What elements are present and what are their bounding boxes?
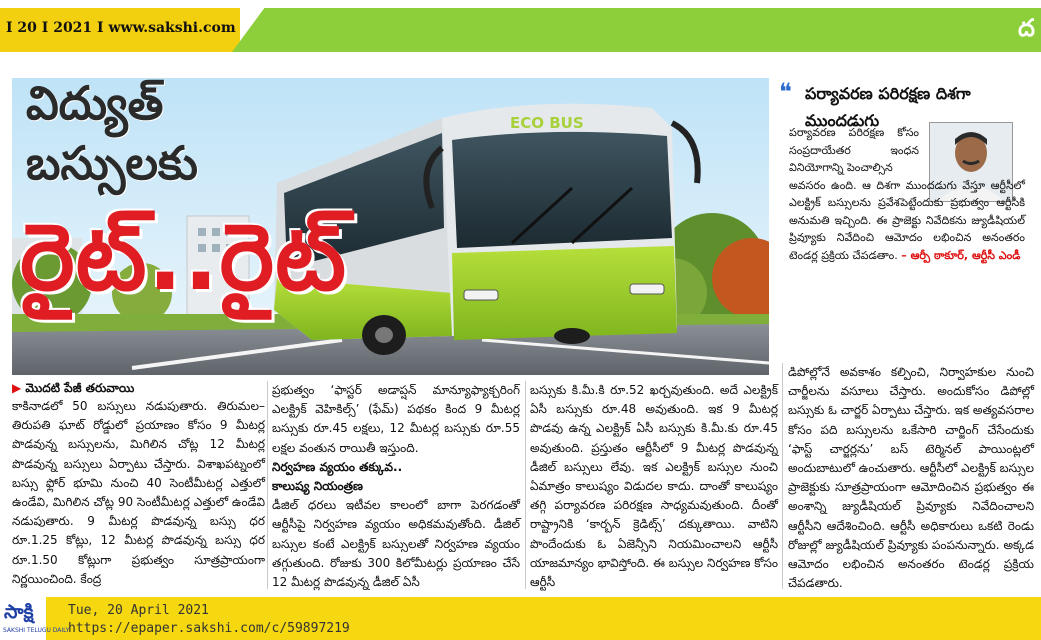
sidebar-body-wrap: పర్యావరణ పరిరక్షణ కోసం సంప్రదాయేతర ఇంధన వినియోగాన్ని పెంచాల్సిన	[789, 126, 919, 174]
masthead-green-band	[232, 8, 1041, 52]
subheading-1: నిర్వహణ వ్యయం తక్కువ..	[272, 459, 403, 474]
continued-arrow-icon: ▶	[12, 381, 22, 395]
masthead-strip	[0, 0, 1041, 56]
sakshi-logo	[0, 597, 70, 640]
page-meta: I 20 I 2021 I www.sakshi.com	[6, 20, 236, 36]
column-divider	[267, 381, 268, 589]
column-2-paragraph-1: ప్రభుత్వం ‘ఫాస్టర్ అడాప్షన్ మాన్యూఫ్యాక్చరింగ్ ఎలక్ట్రిక్ వెహికిల్స్’ (ఫేమ్) పథకం కింద 9 మీటర్ల బస్సుకు రూ.45 లక్షలు, 12 మీటర్ల బస్సుకు రూ.55 లక్షల వంతున రాయితీ ఇస్తుంది.	[272, 383, 520, 455]
section-glyph: ద	[1018, 14, 1035, 42]
headline-main: రైట్..రైట్	[20, 204, 348, 311]
headline-line-2: బస్సులకు	[26, 136, 198, 190]
article-column-3: బస్సుకు కి.మీ.కి రూ.52 ఖర్చవుతుంది. అదే ఎలక్ట్రిక్ ఏసీ బస్సుకు రూ.48 అవుతుంది. ఇక 9 మీటర్ల పొడవు ఉన్న ఎలక్ట్రిక్ ఏసీ బస్సుకు కి.మీ.కు రూ.45 అవుతుంది. ప్రస్తుతం ఆర్టీసీలో 9 మీటర్ల పొడవున్న డీజిల్ బస్సులు లేవు. ఇక ఎలక్ట్రిక్ బస్సుల నుంచి ఏమాత్రం కాలుష్యం విడుదల కాదు. దాంతో కాలుష్యం తగ్గి పర్యావరణ పరిరక్షణ సాధ్యమవుతుంది. దీంతో రాష్ట్రానికి ‘కార్బన్ క్రెడిట్స్’ దక్కుతాయి. వాటిని పొందేందుకు ఓ ఏజెన్సీని నియమించాలని ఆర్టీసీ యాజమాన్యం భావిస్తోంది. ఈ బస్సుల నిర్వహణ కోసం ఆర్టీసీ	[530, 383, 778, 590]
footer-date: Tue, 20 April 2021	[68, 603, 209, 618]
article-column-4: డిపోల్లోనే అవకాశం కల్పించి, నిర్వాహకుల నుంచి చార్జీలను వసూలు చేస్తారు. అందుకోసం డిపోల్లో బస్సుకు ఓ చార్జర్ ఏర్పాటు చేస్తారు. ఇక అత్యవసరాల కోసం పది బస్సులను ఒకేసారి చార్జింగ్ చేసేందుకు ‘ఫాస్ట్ చార్జర్లను’ బస్ టెర్మినల్ పాయింట్లలో అందుబాటులో ఉంచుతారు. ఆర్టీసీలో ఎలక్ట్రిక్ బస్సుల ప్రాజెక్టుకు సూత్రప్రాయంగా ఆమోదించిన ప్రభుత్వం ఈ అంశాన్ని జ్యుడీషియల్ ప్రివ్యూకు నివేదించాలని ఆర్టీసీని ఆదేశించింది. ఆర్టీసీ అధికారులు ఒకటి రెండు రోజుల్లో జ్యుడీషియల్ ప్రివ్యూకు పంపనున్నారు. అక్కడ ఆమోదం లభించిన అనంతరం టెండర్ల ప్రక్రియ చేపడతారు.	[788, 365, 1034, 591]
column-divider	[782, 363, 783, 589]
sidebar-title: పర్యావరణ పరిరక్షణ దిశగా ముందడుగు	[805, 84, 971, 130]
logo-wordmark: సాక్షి	[4, 601, 34, 623]
footer-url[interactable]: https://epaper.sakshi.com/c/59897219	[68, 621, 350, 636]
column-2-paragraph-2: డీజిల్ ధరలు ఇటీవల కాలంలో బాగా పెరగడంతో ఆర్టీసీపై నిర్వహణ వ్యయం అధికమవుతోంది. డీజిల్ బస్సుల కంటే ఎలక్ట్రిక్ బస్సులతో నిర్వహణ వ్యయం తగ్గుతుంది. రోజుకు 300 కిలోమీటర్లు ప్రయాణం చేసే 12 మీటర్ల పొడవున్న డీజిల్ ఏసీ	[272, 498, 520, 590]
sidebar-body	[789, 124, 1025, 264]
article-column-2	[272, 381, 520, 592]
bus-destination-sign: ECO BUS	[510, 114, 584, 132]
sidebar-body-rest: అవసరం ఉంది. ఆ దిశగా ముందడుగు వేస్తూ ఆర్టీసీలో ఎలక్ట్రిక్ బస్సులను ప్రవేశపెట్టేందుకు ప్రభుత్వం ఆర్టీసీకి అనుమతి ఇచ్చింది. ఈ ప్రాజెక్టు నివేదికను జ్యుడీషియల్ ప్రివ్యూకు నివేదించి ఆమోదం లభించిన అనంతరం టెండర్ల ప్రక్రియ చేపడతాం.	[789, 178, 1025, 262]
continued-marker	[12, 381, 134, 398]
logo-tagline: SAKSHI TELUGU DAILY	[3, 627, 70, 634]
subheading-2: కాలుష్య నియంత్రణ	[272, 479, 363, 494]
quote-icon: ❝	[779, 78, 792, 106]
headline-line-1: విద్యుత్	[26, 76, 164, 130]
quote-sidebar	[779, 78, 1031, 368]
article-column-1: కాకినాడలో 50 బస్సులు నడుపుతారు. తిరుమల–తిరుపతి ఘాట్ రోడ్డులో ప్రయాణం కోసం 9 మీటర్ల పొడవున్న బస్సులను, మిగిలిన చోట్ల 12 మీటర్ల పొడవున్న బస్సులు ఏర్పాటు చేస్తారు. విశాఖపట్నంలో బస్సు ఫ్లోర్ భూమి నుంచి 40 సెంటీమీటర్ల ఎత్తులో ఉండేవి, మిగిలిన చోట్ల 90 సెంటీమీటర్ల ఎత్తులో ఉండేవి నడుపుతారు. 9 మీటర్ల పొడవున్న బస్సు ధర రూ.1.25 కోట్లు, 12 మీటర్ల పొడవున్న బస్సు ధర రూ.1.50 కోట్లుగా ప్రభుత్వం సూత్రప్రాయంగా నిర్ణయించింది. కేంద్ర	[12, 399, 265, 586]
column-divider	[525, 381, 526, 589]
continued-label: మొదటి పేజీ తరువాయి	[25, 381, 135, 395]
sidebar-byline: – ఆర్పీ ఠాకూర్, ఆర్టీసీ ఎండీ	[901, 248, 1021, 262]
